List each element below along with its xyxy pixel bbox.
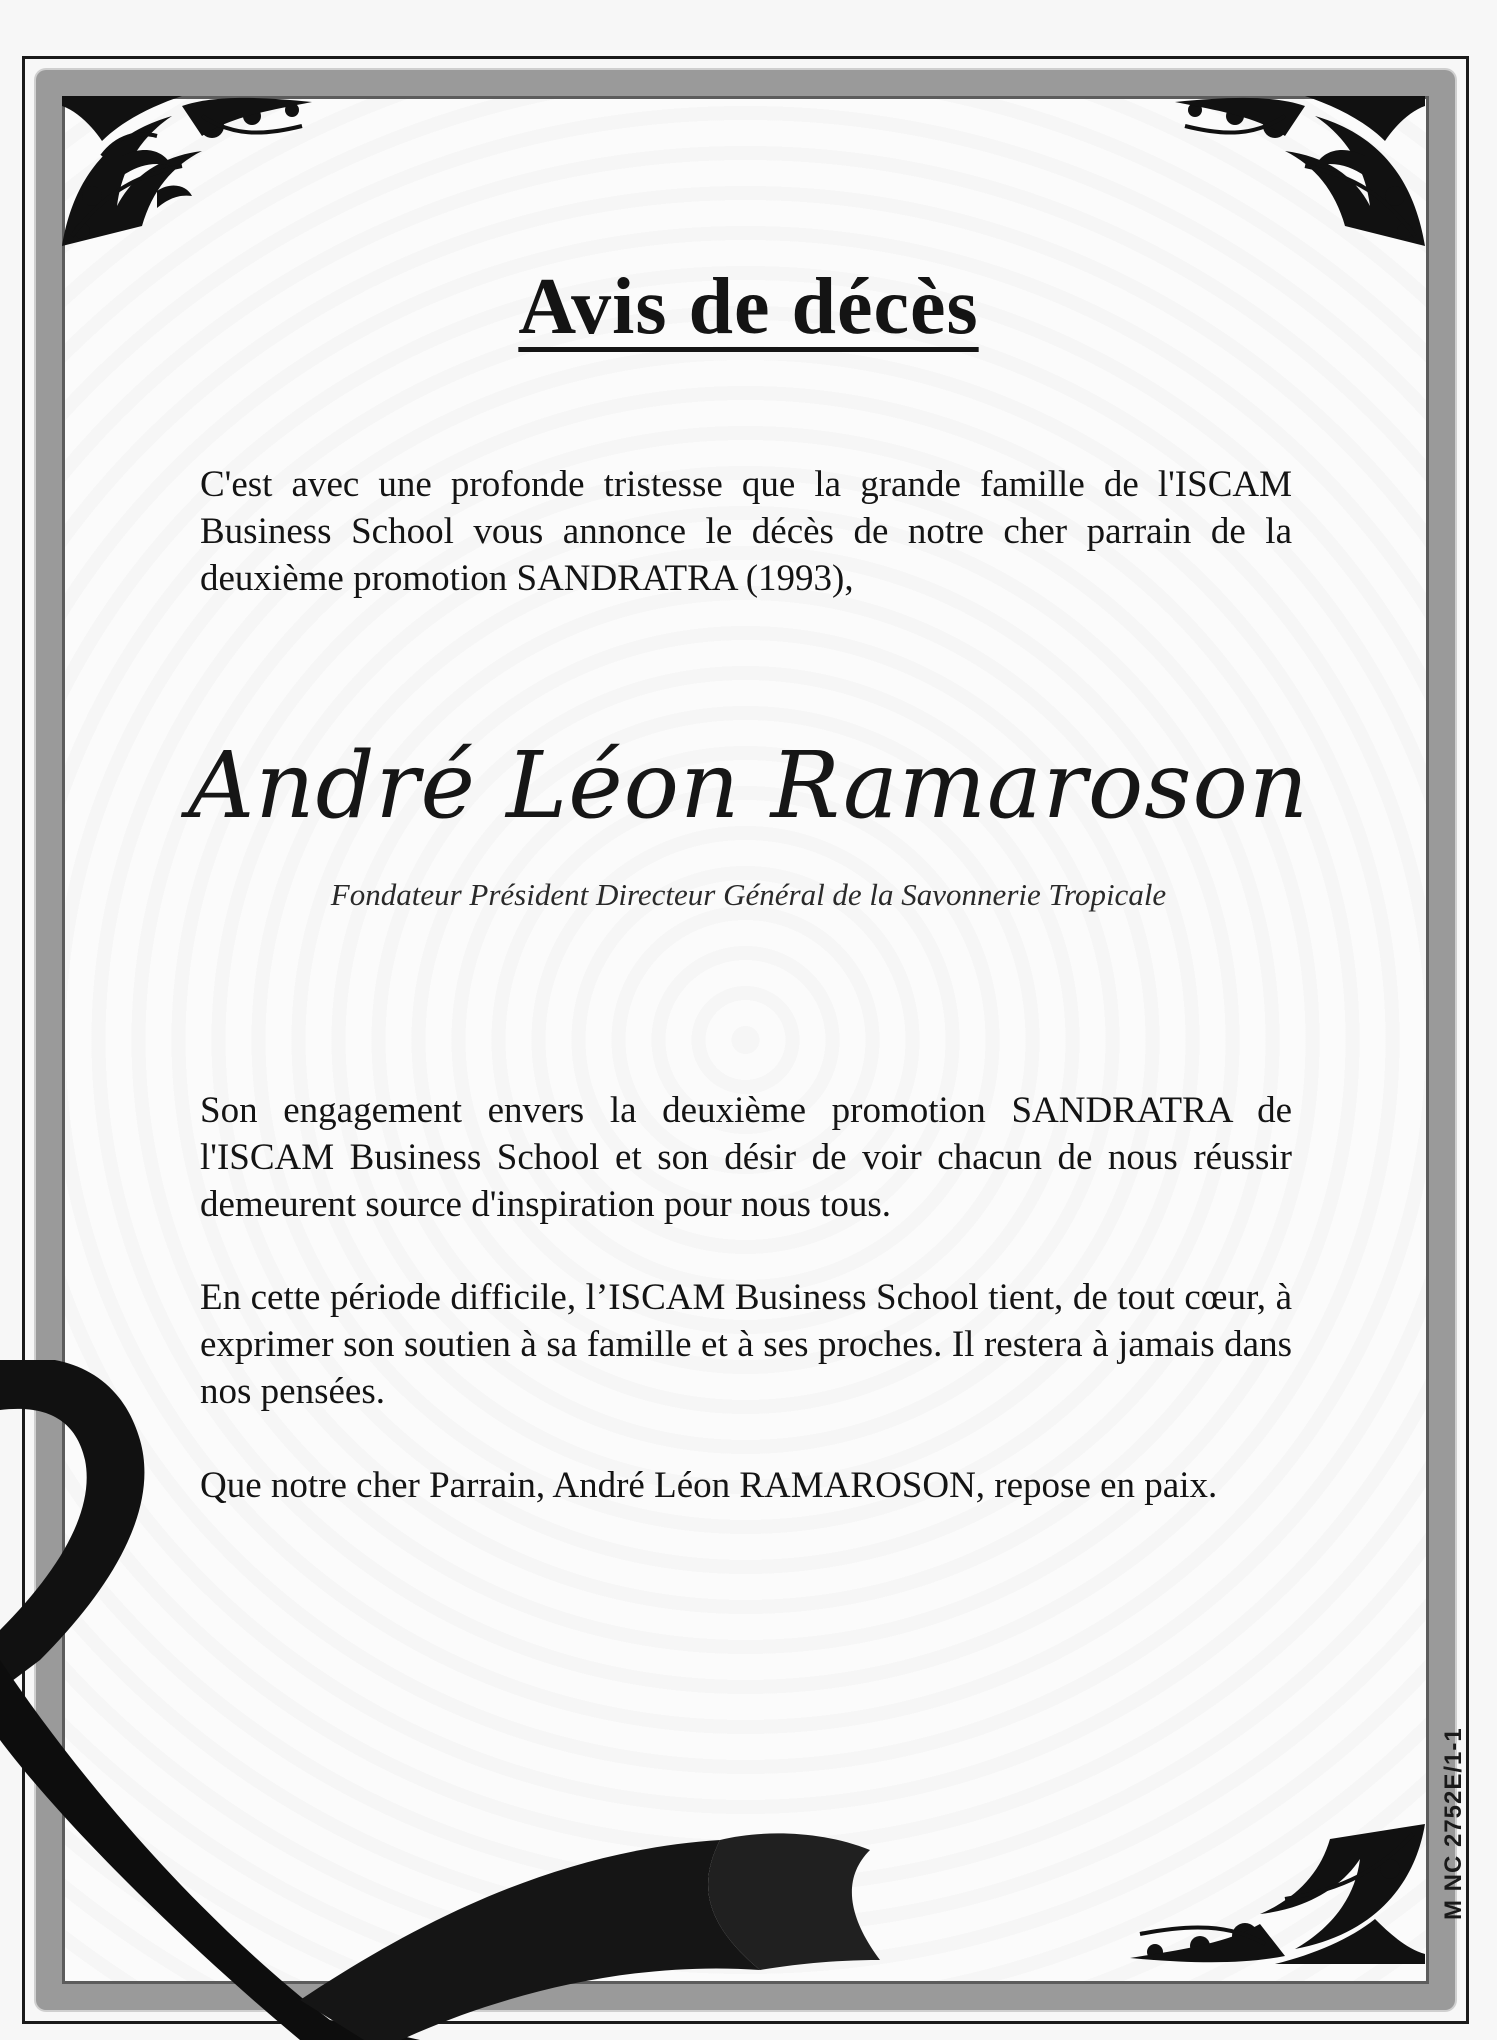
intro-paragraph: C'est avec une profonde tristesse que la grande famille de l'ISCAM Business School vous annonce le décès de notre cher parrain de la deuxième promotion SANDRATRA (1993),: [200, 464, 1292, 599]
engagement-paragraph: Son engagement envers la deuxième promotion SANDRATRA de l'ISCAM Business School et son désir de voir chacun de nous réussir demeurent source d'inspiration pour nous tous.: [200, 1090, 1292, 1225]
floral-corner-icon: [1165, 96, 1425, 246]
reference-code: M NC 2752E/1-1: [1440, 1727, 1467, 1920]
floral-corner-icon: [1125, 1824, 1425, 1964]
notice-title: Avis de décès: [518, 263, 979, 351]
deceased-name: André Léon Ramaroson: [187, 732, 1310, 839]
deceased-role: Fondateur Président Directeur Général de la Savonnerie Tropicale: [330, 877, 1167, 912]
rest-in-peace-paragraph: Que notre cher Parrain, André Léon RAMAROSON, repose en paix.: [200, 1465, 1218, 1506]
floral-corner-icon: [62, 96, 322, 246]
support-paragraph: En cette période difficile, l’ISCAM Business School tient, de tout cœur, à exprimer son soutien à sa famille et à ses proches. Il restera à jamais dans nos pensées.: [200, 1277, 1292, 1412]
